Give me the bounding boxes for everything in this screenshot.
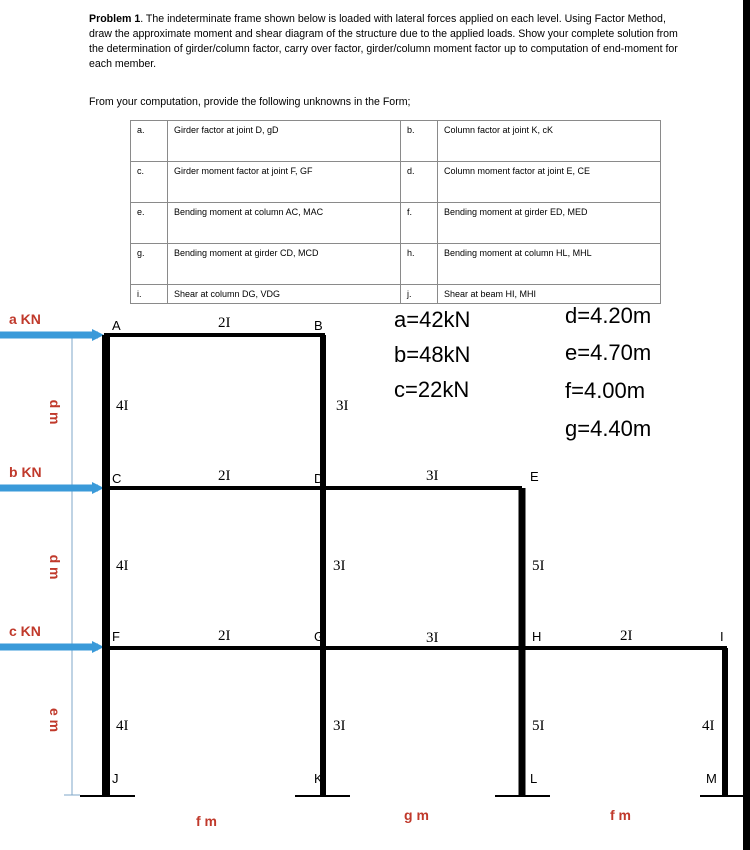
- member-hi-inertia: 2I: [620, 628, 633, 644]
- unknown-l1: i.: [131, 285, 168, 304]
- value-b: b=48kN: [394, 342, 471, 367]
- member-ab-inertia: 2I: [218, 315, 231, 331]
- columns: [106, 335, 725, 795]
- value-d: d=4.20m: [565, 303, 652, 328]
- height-label-1: d m: [47, 399, 63, 425]
- value-g: g=4.40m: [565, 416, 652, 441]
- member-cf-inertia: 4I: [116, 558, 129, 574]
- node-m: M: [706, 771, 717, 786]
- unknown-l2: b.: [401, 121, 438, 162]
- value-f: f=4.00m: [565, 378, 646, 403]
- instructions: From your computation, provide the following unknowns in the Form;: [89, 96, 411, 108]
- node-b: B: [314, 318, 323, 333]
- member-bd-inertia: 3I: [336, 398, 349, 414]
- load-label-b: b KN: [9, 464, 42, 480]
- unknown-t1: Shear at column DG, VDG: [168, 285, 401, 304]
- member-fg-inertia: 2I: [218, 628, 231, 644]
- unknown-t2: Column moment factor at joint E, CE: [438, 162, 661, 203]
- unknown-l2: f.: [401, 203, 438, 244]
- unknown-t2: Shear at beam HI, MHI: [438, 285, 661, 304]
- node-l: L: [530, 771, 538, 786]
- load-label-c: c KN: [9, 623, 41, 639]
- span-label-1: f m: [196, 813, 217, 829]
- span-label-3: f m: [610, 807, 631, 823]
- node-i: I: [720, 629, 724, 644]
- height-dimension: [64, 335, 80, 795]
- unknown-t1: Girder factor at joint D, gD: [168, 121, 401, 162]
- node-k: K: [314, 771, 323, 786]
- unknown-l1: c.: [131, 162, 168, 203]
- unknown-t2: Bending moment at girder ED, MED: [438, 203, 661, 244]
- node-g: G: [314, 629, 325, 644]
- member-ac-inertia: 4I: [116, 398, 129, 414]
- value-a: a=42kN: [394, 307, 471, 332]
- value-e: e=4.70m: [565, 340, 652, 365]
- member-dg-inertia: 3I: [333, 558, 346, 574]
- page-edge: [743, 0, 750, 850]
- load-label-a: a KN: [9, 311, 41, 327]
- member-de-inertia: 3I: [426, 468, 439, 484]
- member-im-inertia: 4I: [702, 718, 715, 734]
- problem-label: Problem 1: [89, 13, 141, 25]
- member-cd-inertia: 2I: [218, 468, 231, 484]
- unknown-l1: g.: [131, 244, 168, 285]
- member-fj-inertia: 4I: [116, 718, 129, 734]
- unknown-l2: j.: [401, 285, 438, 304]
- unknown-l2: h.: [401, 244, 438, 285]
- node-e: E: [530, 469, 539, 484]
- unknown-t2: Bending moment at column HL, MHL: [438, 244, 661, 285]
- height-label-2: d m: [47, 554, 63, 580]
- unknown-t1: Bending moment at column AC, MAC: [168, 203, 401, 244]
- member-eh-inertia: 5I: [532, 558, 545, 574]
- node-f: F: [112, 629, 120, 644]
- node-d: D: [314, 471, 324, 486]
- problem-text: . The indeterminate frame shown below is loaded with lateral forces applied on each level. Using Factor Method, draw the approximate moment and shear diagram of the structure due to the applied loads. Show your complete solution from the determination of girder/column factor, carry over factor, girder/column moment factor up to computation of end-moment for each member.: [89, 13, 678, 70]
- node-a: A: [112, 318, 121, 333]
- unknown-t2: Column factor at joint K, cK: [438, 121, 661, 162]
- span-label-2: g m: [404, 807, 429, 823]
- unknown-l1: a.: [131, 121, 168, 162]
- node-h: H: [532, 629, 542, 644]
- member-hl-inertia: 5I: [532, 718, 545, 734]
- node-c: C: [112, 471, 122, 486]
- member-gk-inertia: 3I: [333, 718, 346, 734]
- unknown-l1: e.: [131, 203, 168, 244]
- node-j: J: [112, 771, 119, 786]
- unknown-t1: Girder moment factor at joint F, GF: [168, 162, 401, 203]
- member-gh-inertia: 3I: [426, 630, 439, 646]
- load-arrows: [0, 329, 104, 653]
- value-c: c=22kN: [394, 377, 470, 402]
- unknown-l2: d.: [401, 162, 438, 203]
- unknown-t1: Bending moment at girder CD, MCD: [168, 244, 401, 285]
- height-label-3: e m: [47, 707, 63, 733]
